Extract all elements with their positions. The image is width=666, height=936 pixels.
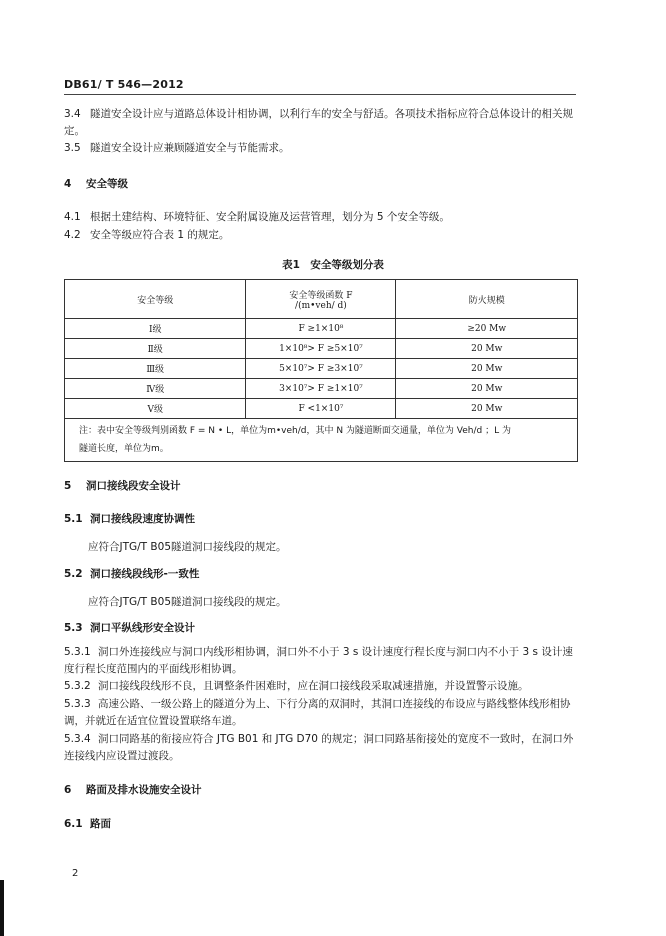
cell-fire: 20 Mw: [396, 339, 578, 359]
table-row: [65, 399, 578, 419]
cell-fire: 20 Mw: [396, 379, 578, 399]
header-function-line1: 安全等级函数 F: [289, 290, 353, 301]
clause-number: 5.3.3: [64, 698, 91, 710]
section-title: 洞口接线段安全设计: [86, 480, 181, 492]
clause-text: 洞口外连接线应与洞口内线形相协调，洞口外不小于 3 s 设计速度行程长度与洞口内不小于 3 s 设计速度行程长度范围内的平面线形相协调。: [64, 646, 573, 675]
cell-grade: Ⅴ级: [65, 399, 246, 419]
clause-number: 4.2: [64, 229, 81, 241]
cell-function: F ≥1×10⁸: [246, 319, 396, 339]
clause-4-2: [64, 227, 576, 244]
cell-fire: 20 Mw: [396, 359, 578, 379]
clause-text: 洞口同路基的衔接应符合 JTG B01 和 JTG D70 的规定；洞口同路基衔接处的宽度不一致时，在洞口外连接线内应设置过渡段。: [64, 733, 574, 762]
section-4-heading: [64, 176, 576, 193]
table-note-row: [65, 419, 578, 462]
subsection-title: 洞口接线段线形-一致性: [90, 568, 200, 580]
clause-4-1: [64, 209, 576, 226]
clause-5-3-2: [64, 678, 578, 695]
table-row: [65, 359, 578, 379]
clause-number: 5.3.1: [64, 646, 91, 658]
header-rule: [64, 94, 576, 95]
cell-function: 3×10⁷> F ≥1×10⁷: [246, 379, 396, 399]
subsection-5-3-heading: [64, 620, 576, 637]
table-row: [65, 319, 578, 339]
clause-text: 隧道安全设计应兼顾隧道安全与节能需求。: [90, 142, 290, 154]
subsection-number: 5.1: [64, 513, 83, 525]
subsection-title: 路面: [90, 818, 111, 830]
clause-number: 5.3.2: [64, 680, 91, 692]
subsection-5-2-heading: [64, 566, 576, 583]
table-note-line2: 隧道长度，单位为m。: [79, 444, 169, 454]
table-row: [65, 379, 578, 399]
table-note: [65, 419, 578, 462]
clause-5-3-1: [64, 644, 578, 678]
subsection-title: 洞口接线段速度协调性: [90, 513, 195, 525]
clause-number: 5.3.4: [64, 733, 91, 745]
cell-fire: ≥20 Mw: [396, 319, 578, 339]
subsection-number: 6.1: [64, 818, 83, 830]
clause-5-3-3: [64, 696, 578, 730]
cell-grade: Ⅲ级: [65, 359, 246, 379]
table-row: [65, 339, 578, 359]
header-function-line2: /(m•veh/ d): [295, 300, 347, 311]
section-6-heading: [64, 782, 576, 799]
section-number: 4: [64, 178, 72, 190]
subsection-number: 5.2: [64, 568, 83, 580]
clause-number: 3.4: [64, 108, 81, 120]
cell-grade: Ⅳ级: [65, 379, 246, 399]
scan-edge-mark: [0, 880, 4, 936]
cell-grade: Ⅱ级: [65, 339, 246, 359]
cell-fire: 20 Mw: [396, 399, 578, 419]
header-grade: 安全等级: [65, 280, 246, 319]
clause-text: 隧道安全设计应与道路总体设计相协调，以利行车的安全与舒适。各项技术指标应符合总体设计的相关规定。: [64, 108, 573, 137]
document-code: DB61/ T 546—2012: [64, 78, 184, 91]
cell-grade: Ⅰ级: [65, 319, 246, 339]
safety-grade-table: [64, 279, 578, 462]
clause-3-4: [64, 106, 576, 140]
clause-text: 根据土建结构、环境特征、安全附属设施及运营管理，划分为 5 个安全等级。: [90, 211, 450, 223]
section-title: 安全等级: [86, 178, 128, 190]
header-function: [246, 280, 396, 319]
page-number: 2: [72, 868, 79, 879]
clause-text: 安全等级应符合表 1 的规定。: [90, 229, 230, 241]
clause-text: 洞口接线段线形不良，且调整条件困难时，应在洞口接线段采取减速措施，并设置警示设施。: [98, 680, 529, 692]
clause-text: 高速公路、一级公路上的隧道分为上、下行分离的双洞时，其洞口连接线的布设应与路线整体线形相协调，并就近在适宜位置设置联络车道。: [64, 698, 571, 727]
table-caption: 表1 安全等级划分表: [282, 259, 384, 271]
subsection-5-1-body: 应符合JTG/T B05隧道洞口接线段的规定。: [88, 541, 287, 553]
cell-function: F <1×10⁷: [246, 399, 396, 419]
subsection-number: 5.3: [64, 622, 83, 634]
section-5-heading: [64, 478, 576, 495]
table-note-line1: 注：表中安全等级判别函数 F = N • L，单位为m•veh/d，其中 N 为隧道断面交通量，单位为 Veh/d ；L 为: [79, 426, 511, 436]
clause-number: 3.5: [64, 142, 81, 154]
subsection-5-2-body: 应符合JTG/T B05隧道洞口接线段的规定。: [88, 596, 287, 608]
cell-function: 1×10⁸> F ≥5×10⁷: [246, 339, 396, 359]
clause-number: 4.1: [64, 211, 81, 223]
section-number: 5: [64, 480, 72, 492]
clause-5-3-4: [64, 731, 578, 765]
subsection-6-1-heading: [64, 816, 576, 833]
section-number: 6: [64, 784, 72, 796]
table-header-row: [65, 280, 578, 319]
header-fire-scale: 防火规模: [396, 280, 578, 319]
subsection-title: 洞口平纵线形安全设计: [90, 622, 195, 634]
clause-3-5: [64, 140, 576, 157]
subsection-5-1-heading: [64, 511, 576, 528]
cell-function: 5×10⁷> F ≥3×10⁷: [246, 359, 396, 379]
section-title: 路面及排水设施安全设计: [86, 784, 202, 796]
